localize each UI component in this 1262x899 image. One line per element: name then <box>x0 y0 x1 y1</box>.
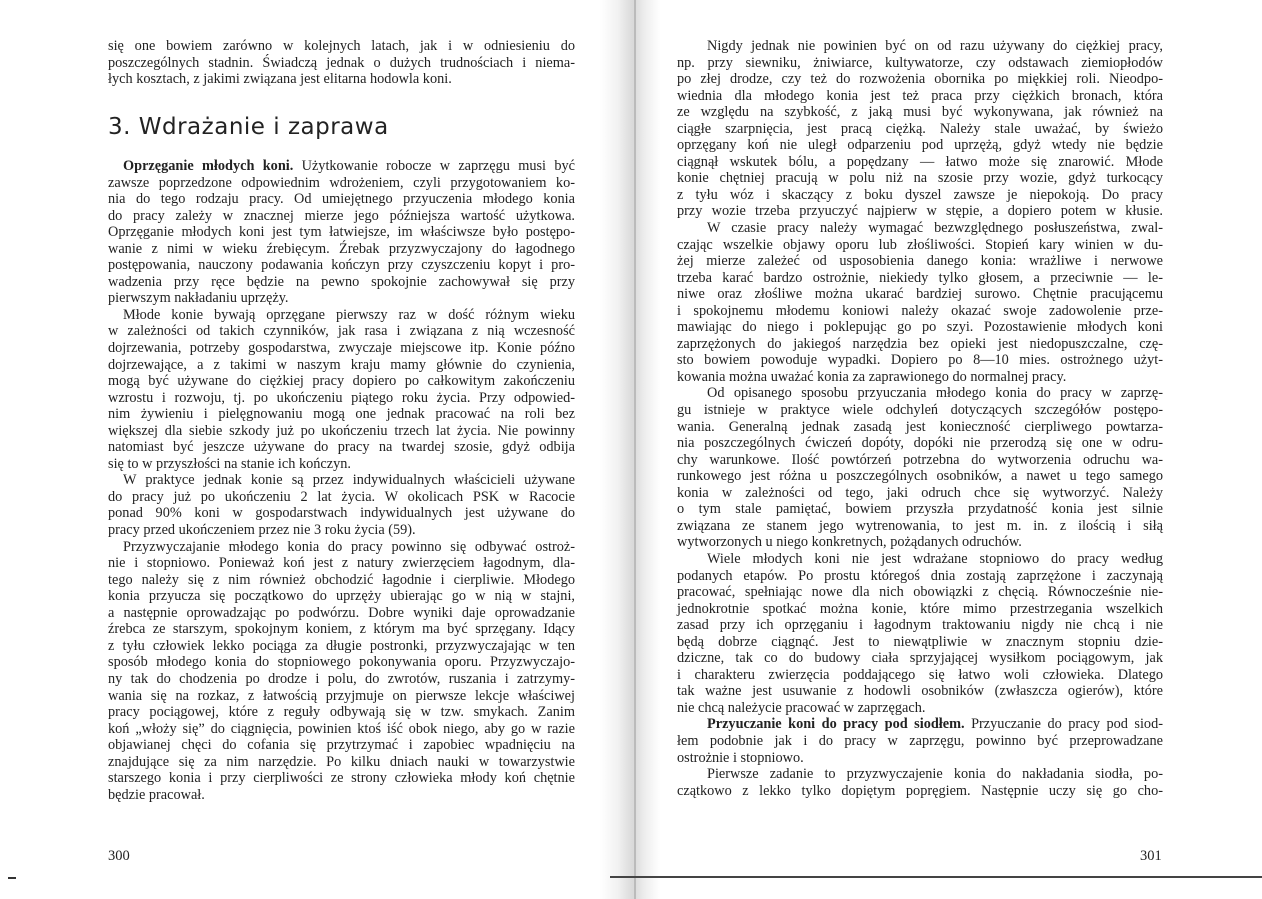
text-line: Pierwsze zadanie to przyzwyczajenie konia do nakładania siodła, po- <box>707 766 1163 783</box>
text-line: pracy przed ukończeniem przez nie 3 roku życia (59). <box>108 522 416 539</box>
right-page <box>640 0 1262 899</box>
text-line: związana ze stanem jego wytrenowania, to jest m. in. z ilością i siłą <box>677 517 1163 534</box>
text-line: poszczególnych stadnin. Świadczą jednak o dużych trudnościach i niema- <box>108 54 575 71</box>
text-line: wanie z nimi w wieku źrebięcym. Źrebak przyzwyczajony do łagodnego <box>108 240 575 257</box>
text-line: a następnie oprowadzając po podwórzu. Dobre wyniki daje oprowadzanie <box>108 604 575 621</box>
text-line: sto bowiem powoduje wypadki. Dopiero po 8—10 mies. ostrożnego użyt- <box>677 352 1163 369</box>
text-line: z tyłu wóz i skaczący z boku dyszel zawsze je niepokoją. Do pracy <box>677 186 1163 203</box>
text-line: mogą być używane do ciężkiej pracy dopiero po całkowitym zakończeniu <box>108 373 575 390</box>
text-line: znajdujące się za nim narzędzie. Po kilku dniach nauki w towarzystwie <box>108 753 575 770</box>
text-line: po złej drodze, czy też do rozwożenia obornika po miękkiej roli. Nieodpo- <box>677 71 1163 88</box>
text-line: np. przy siewniku, żniwiarce, kultywatorze, czy odstawach ziemiopłodów <box>677 54 1163 71</box>
text-line: się one bowiem zarówno w kolejnych latach, jak i w odniesieniu do <box>108 38 575 54</box>
text-line: konia w zależności od tego, jaki odruch chce się wytworzyć. Należy <box>677 484 1163 501</box>
text-line: nie i stopniowo. Ponieważ koń jest z natury zwierzęciem łagodnym, dla- <box>108 555 575 572</box>
text-line: będzie pracował. <box>108 786 205 803</box>
text-line: łem podobnie jak i do pracy w zaprzęgu, powinno być przeprowadzane <box>677 732 1163 749</box>
text-line: zawsze poprzedzone odpowiednim wdrożeniem, czyli przygotowaniem ko- <box>108 174 575 191</box>
text-line: przy wozie trzeba przyuczyć najpierw w stępie, a dopiero potem w kłusie. <box>677 203 1163 220</box>
text-line: tego należy się z nim również obchodzić łagodnie i cierpliwie. Młodego <box>108 571 575 588</box>
text-line: wania się na rozkaz, z łatwością przyjmuje on pierwsze lekcje właściwej <box>108 687 575 704</box>
text-line: większej dla siebie szkody już po ukończeniu trzech lat życia. Nie powinny <box>108 422 575 439</box>
text-line: sposób młodego konia do stopniowego pokonywania oporu. Przyzwyczajo- <box>108 654 575 671</box>
text-line: wzrostu i rozwoju, tj. po ukończeniu piątego roku życia. Przy odpowied- <box>108 389 575 406</box>
text-line: Od opisanego sposobu przyuczania młodego konia do pracy w zaprzę- <box>707 385 1163 402</box>
text-line: do pracy już po ukończeniu 2 lat życia. W okolicach PSK w Racocie <box>108 488 575 505</box>
text-line: natomiast być jeszcze używane do pracy na twardej szosie, gdyż odbija <box>108 439 575 456</box>
text-line: starszego konia i przy cierpliwości ze strony człowieka młody koń chętnie <box>108 770 575 787</box>
text-line: i charakteru zwierzęcia poddającego się łatwo woli człowieka. Dlatego <box>677 666 1163 683</box>
text-line: dojrzewające, a z takimi w naszym kraju mamy głównie do czynienia, <box>108 356 575 373</box>
text-line: tak ważne jest usuwanie z hodowli osobników (zwłaszcza ogierów), które <box>677 683 1163 700</box>
text-line: ze względu na szybkość, z jaką musi być wykonywana, jak również na <box>677 104 1163 121</box>
text-line: zasad przy ich oprzęganiu i łagodnym traktowaniu nigdy nie chcą i nie <box>677 617 1163 634</box>
text-line: objawianej chęci do cofania się przytrzymać i zapobiec wpadnięciu na <box>108 737 575 754</box>
text-line: W praktyce jednak konie są przez indywidualnych właścicieli używane <box>123 472 575 489</box>
text-line: będą dobrze ciągnąć. Jest to niewątpliwie w znacznym stopniu dzie- <box>677 633 1163 650</box>
text-line: wania. Generalną jednak zasadą jest konieczność cierpliwego powtarza- <box>677 418 1163 435</box>
text-line: i spokojnemu młodemu koniowi należy okazać swoje zadowolenie prze- <box>677 302 1163 319</box>
run-in-heading: Oprzęganie młodych koni. <box>123 158 294 174</box>
text-line: pierwszym nakładaniu uprzęży. <box>108 290 289 307</box>
text-line: się to w przyszłości na stanie ich kończyn. <box>108 455 351 472</box>
section-heading: 3. Wdrażanie i zaprawa <box>108 114 389 140</box>
text-line: ciągłe szarpnięcia, jest pracą ciężką. Należy stale uważać, by świeżo <box>677 120 1163 137</box>
text-line: z tyłu człowiek lekko pociąga za długie postronki, przyzwyczajając w ten <box>108 637 575 654</box>
text-line: nia poszczególnych ćwiczeń dopóty, dopóki nie przerodzą się one w odru- <box>677 435 1163 452</box>
text-line: Wiele młodych koni nie jest wdrażane stopniowo do pracy według <box>707 550 1163 567</box>
text-line: wiednia dla młodego konia jest też praca przy ciężkich bronach, która <box>677 87 1163 104</box>
text-line: żej mierze zależeć od usposobienia danego konia: wrażliwe i nerwowe <box>677 253 1163 270</box>
text-line: nia do tego rodzaju pracy. Od umiejętnego przyuczenia młodego konia <box>108 191 575 208</box>
text-line: gu istnieje w praktyce wiele odchyleń dotyczących szczegółów postępo- <box>677 402 1163 419</box>
text-line: łych kosztach, z jakimi związana jest elitarna hodowla koni. <box>108 71 452 88</box>
text-line: Przyuczanie koni do pracy pod siodłem. Przyuczanie do pracy pod siod- <box>707 716 1163 733</box>
text-line: czając wszelkie objawy oporu lub złośliwości. Stopień kary winien w du- <box>677 236 1163 253</box>
text-line: W czasie pracy należy wymagać bezwzględnego posłuszeństwa, zwal- <box>707 220 1163 237</box>
text-line: do pracy zależy w znacznej mierze jego późniejsza wartość użytkowa. <box>108 207 575 224</box>
text-line: konie chętniej pracują w polu niż na szosie przy wozie, gdyż turkocący <box>677 170 1163 187</box>
intro-paragraph <box>108 38 575 88</box>
page-number: 300 <box>108 848 130 864</box>
text-line: wytworzonych u niego konkretnych, pożądanych odruchów. <box>677 534 1022 551</box>
text-line: postępowania, nauczony podawania kończyn przy czyszczeniu kopyt i pro- <box>108 257 575 274</box>
text-line: konia przyucza się początkowo do uprzęży ubierając go w nią w stajni, <box>108 588 575 605</box>
text-line: mawiając do niego i poklepując go po szyi. Pozostawienie młodych koni <box>677 319 1163 336</box>
text-line: ostrożnie i stopniowo. <box>677 749 804 766</box>
right-body-text <box>677 38 1163 799</box>
text-line: ponad 90% koni w gospodarstwach indywidualnych jest używane do <box>108 505 575 522</box>
text-line: jednokrotnie spotkać można konie, które mimo przestrzegania wszelkich <box>677 600 1163 617</box>
text-line: ny tak do chodzenia po drodze i polu, do zwrotów, ruszania i zatrzymy- <box>108 670 575 687</box>
text-line: oprzęgany koń nie uległ odparzeniu pod uprzężą, gdyż wtedy nie będzie <box>677 137 1163 154</box>
run-in-heading: Przyuczanie koni do pracy pod siodłem. <box>707 716 965 733</box>
text-line: Młode konie bywają oprzęgane pierwszy raz w dość różnym wieku <box>123 306 575 323</box>
text-line: podanych etapów. Po prostu któregoś dnia zostają zaprzężone i zaczynają <box>677 567 1163 584</box>
book-spine-fold <box>634 0 636 899</box>
text-line: Przyzwyczajanie młodego konia do pracy powinno się odbywać ostroż- <box>123 538 575 555</box>
text-line: dziczne, tak co do budowy ciała sprzyjającej wysiłkom pociągowym, jak <box>677 650 1163 667</box>
text-line: dojrzewania, potrzeby gospodarstwa, zwyczaje miejscowe itp. Konie późno <box>108 340 575 357</box>
text-line: niwe oraz złośliwe można ukarać bardziej surowo. Chętnie pracującemu <box>677 286 1163 303</box>
text-line: trzeba karać bardzo ostrożnie, niekiedy tylko głosem, a przeciwnie — le- <box>677 269 1163 286</box>
text-line: kowania można uważać konia za zaprawionego do normalnej pracy. <box>677 368 1067 385</box>
text-line: nie chcą należycie pracować w zaprzęgach. <box>677 699 926 716</box>
text-line: koń „włoży się” do ciągnięcia, powinien ktoś iść obok niego, aby go w razie <box>108 720 575 737</box>
text-line: zaprzężonych do jakiegoś narzędzia bez opieki jest niedopuszczalne, czę- <box>677 335 1163 352</box>
text-line: o tym stale pamiętać, bowiem przyszła przydatność konia jest silnie <box>677 501 1163 518</box>
text-line: nim żywieniu i pielęgnowaniu mogą one jednak pracować na roli bez <box>108 406 575 423</box>
page-number: 301 <box>1140 848 1162 864</box>
text-line: źrebca ze starszym, spokojnym koniem, z którym ma być sprzęgany. Idący <box>108 621 575 638</box>
left-body-text <box>108 158 575 803</box>
text-line: chy warunkowe. Ilość powtórzeń potrzebna do wytworzenia odruchu wa- <box>677 451 1163 468</box>
text-line: Oprzęganie młodych koni. Użytkowanie robocze w zaprzęgu musi być <box>123 158 575 174</box>
text-line: czątkowo z lekko tylko dopiętym popręgiem. Następnie uczy się go cho- <box>677 782 1163 799</box>
text-line: pracować, spełniając nowe dla nich obowiązki z chęcią. Równocześnie nie- <box>677 584 1163 601</box>
text-line: Nigdy jednak nie powinien być on od razu używany do ciężkiej pracy, <box>707 38 1163 54</box>
text-line: Oprzęganie młodych koni jest tym łatwiejsze, im właściwsze było postępo- <box>108 224 575 241</box>
text-line: pracy pociągowej, które z reguły odbywają się w tzw. smykach. Zanim <box>108 704 575 721</box>
text-line: w zależności od takich czynników, jak rasa i związana z nią wczesność <box>108 323 575 340</box>
text-line: wadzenia przy ręce będzie na pewno spokojnie zachowywał się przy <box>108 273 575 290</box>
text-line: ciągnął wskutek bólu, a popędzany — łatwo może się znarowić. Młode <box>677 153 1163 170</box>
text-line: runkowego jest różna u poszczególnych osobników, a nawet u tego samego <box>677 468 1163 485</box>
left-page <box>0 0 620 899</box>
